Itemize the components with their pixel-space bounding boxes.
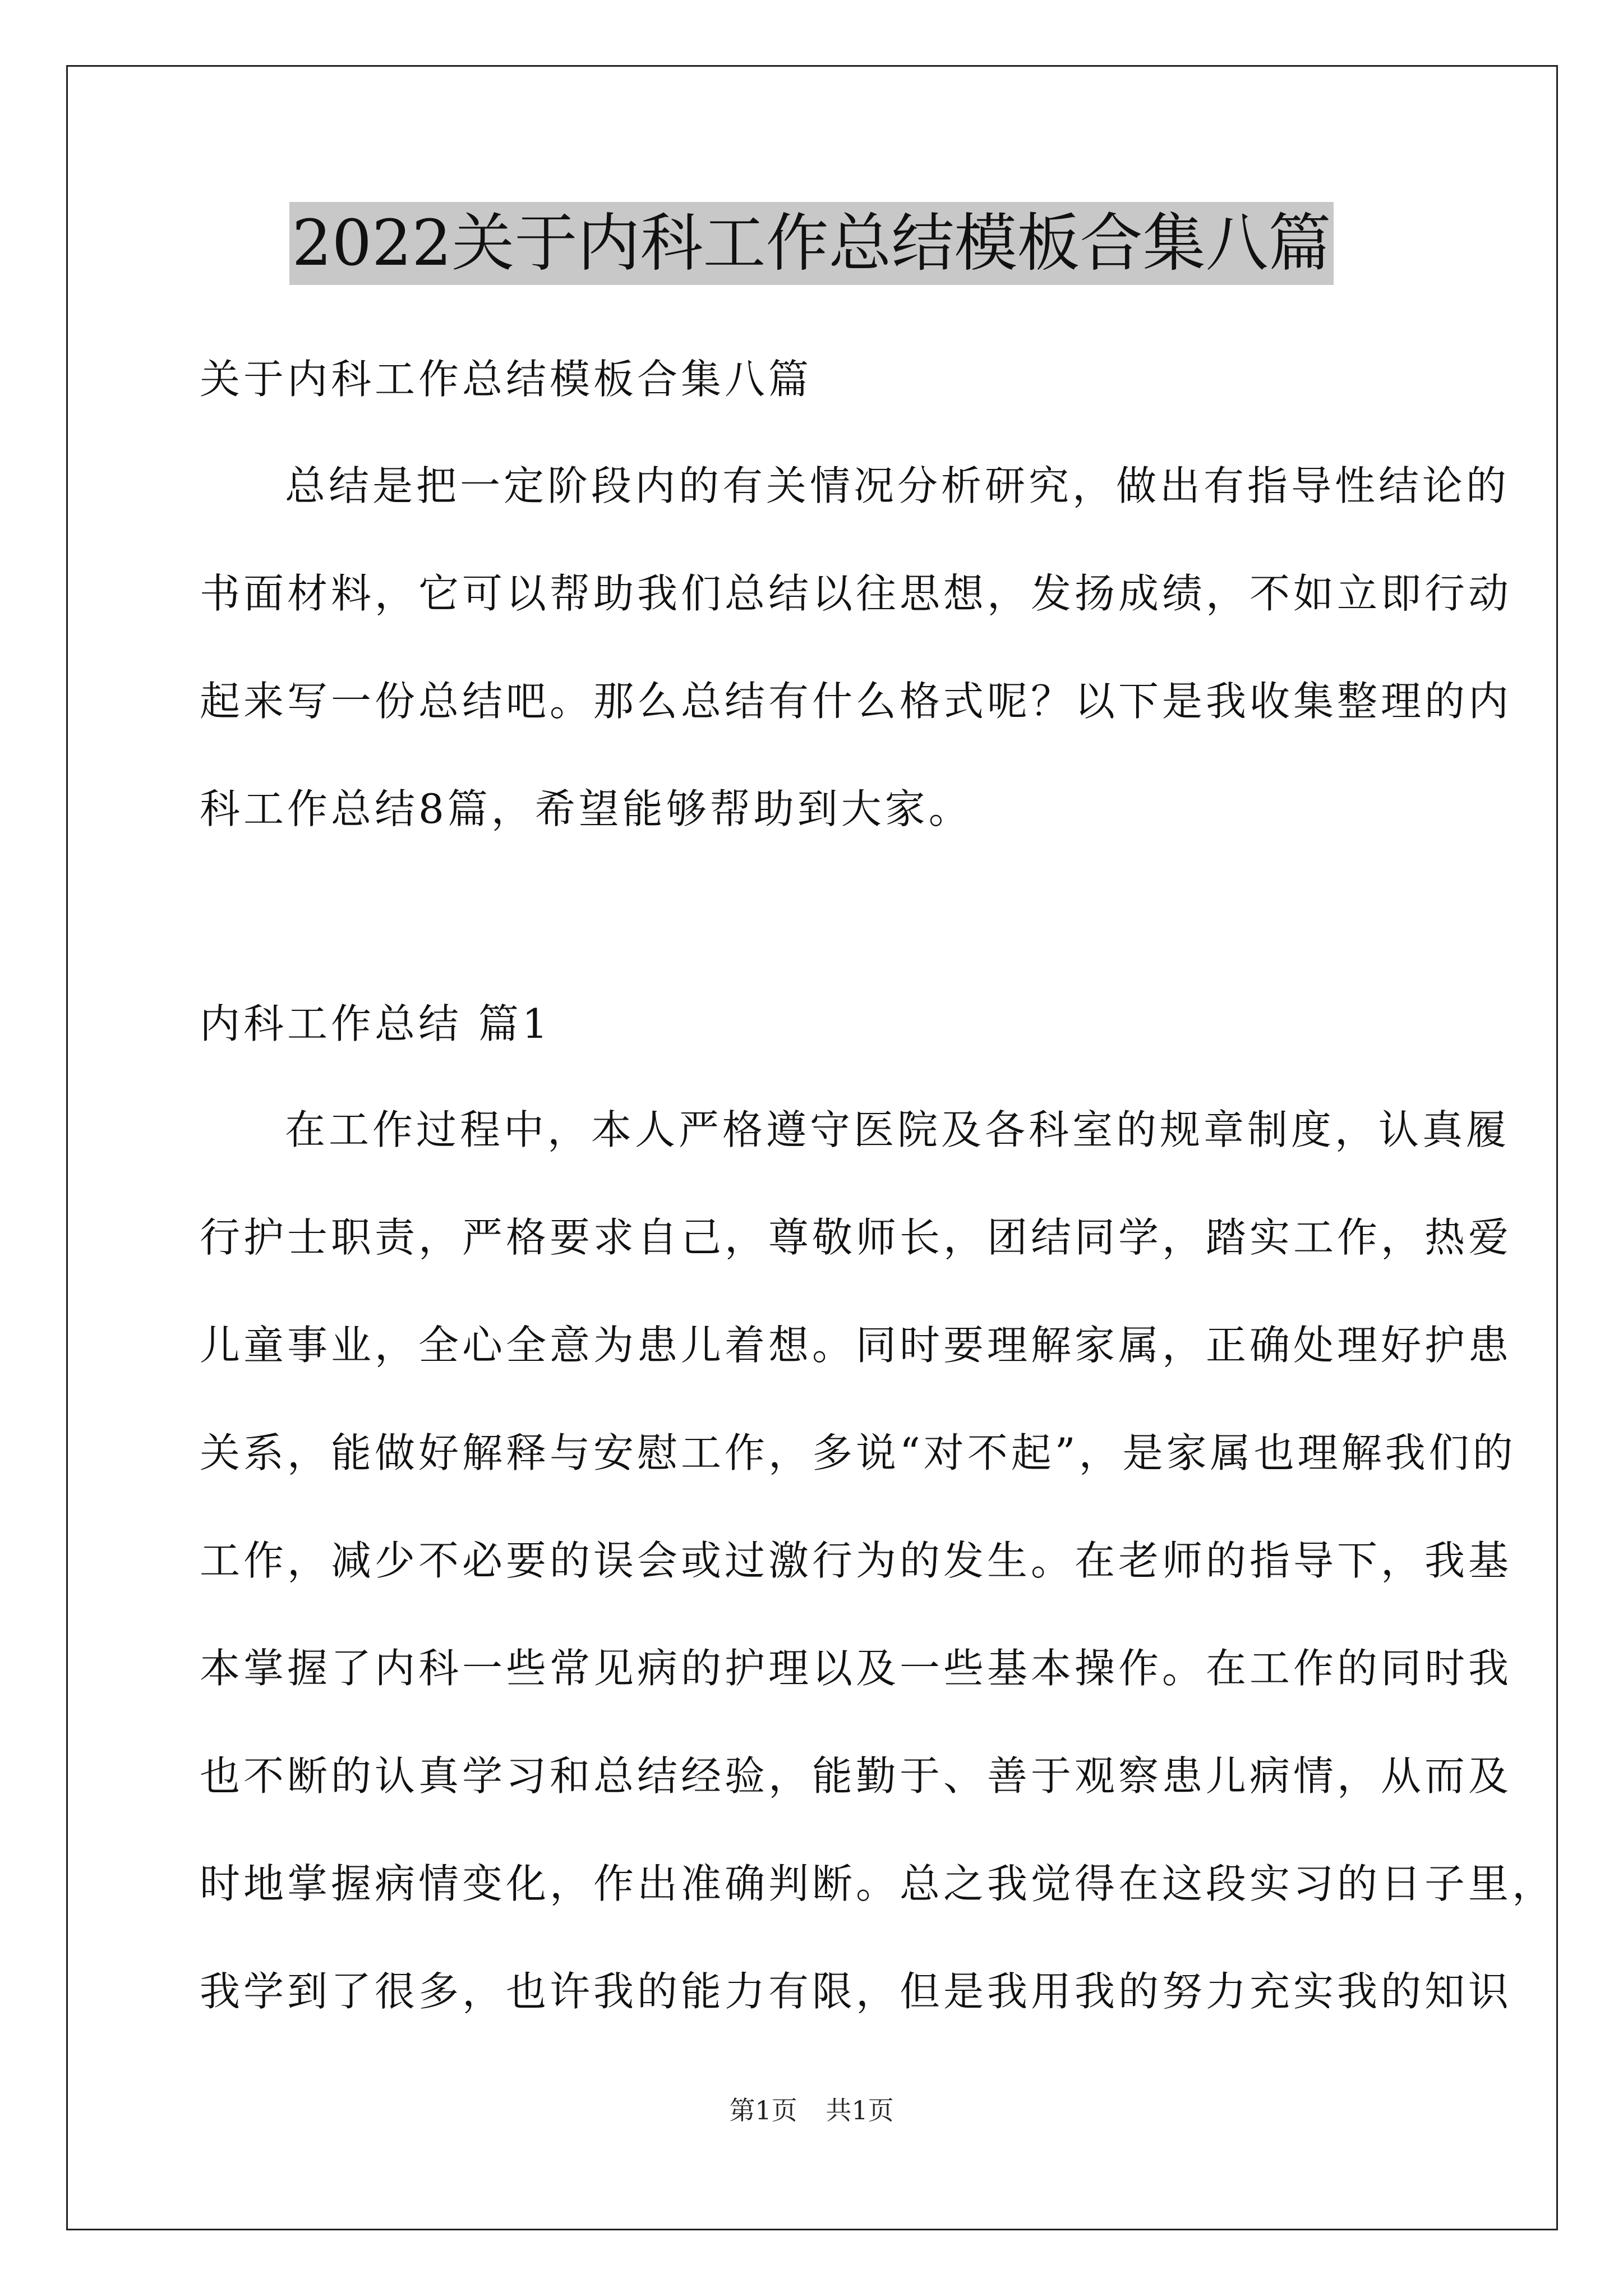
section-heading: 内科工作总结 篇1 xyxy=(200,1000,551,1047)
section-line: 关系，能做好解释与安慰工作，多说“对不起”，是家属也理解我们的 xyxy=(200,1429,1516,1476)
intro-line: 科工作总结8篇，希望能够帮助到大家。 xyxy=(200,785,972,832)
document-subtitle: 关于内科工作总结模板合集八篇 xyxy=(200,356,813,403)
section-line: 时地掌握病情变化，作出准确判断。总之我觉得在这段实习的日子里， xyxy=(200,1860,1556,1907)
document-title: 2022关于内科工作总结模板合集八篇 xyxy=(289,202,1333,285)
page-footer xyxy=(0,2093,1623,2127)
section-line: 本掌握了内科一些常见病的护理以及一些基本操作。在工作的同时我 xyxy=(200,1645,1513,1692)
section-line: 工作，减少不必要的误会或过激行为的发生。在老师的指导下，我基 xyxy=(200,1537,1513,1584)
intro-line: 总结是把一定阶段内的有关情况分析研究，做出有指导性结论的 xyxy=(285,462,1510,509)
intro-line: 书面材料，它可以帮助我们总结以往思想，发扬成绩，不如立即行动 xyxy=(200,570,1513,617)
intro-paragraph xyxy=(200,461,1513,892)
page-number-current: 第1页 xyxy=(729,2095,797,2125)
section-line: 也不断的认真学习和总结经验，能勤于、善于观察患儿病情，从而及 xyxy=(200,1752,1513,1800)
section-line: 儿童事业，全心全意为患儿着想。同时要理解家属，正确处理好护患 xyxy=(200,1322,1513,1369)
section-line: 在工作过程中，本人严格遵守医院及各科室的规章制度，认真履 xyxy=(285,1106,1510,1153)
section-line: 我学到了很多，也许我的能力有限，但是我用我的努力充实我的知识 xyxy=(200,1968,1513,2015)
page-number-total: 共1页 xyxy=(826,2095,894,2125)
title-wrap xyxy=(0,202,1623,285)
section-line: 行护士职责，严格要求自己，尊敬师长，团结同学，踏实工作，热爱 xyxy=(200,1214,1513,1261)
intro-line: 起来写一份总结吧。那么总结有什么格式呢？以下是我收集整理的内 xyxy=(200,678,1513,725)
section-paragraph xyxy=(200,1105,1556,2074)
